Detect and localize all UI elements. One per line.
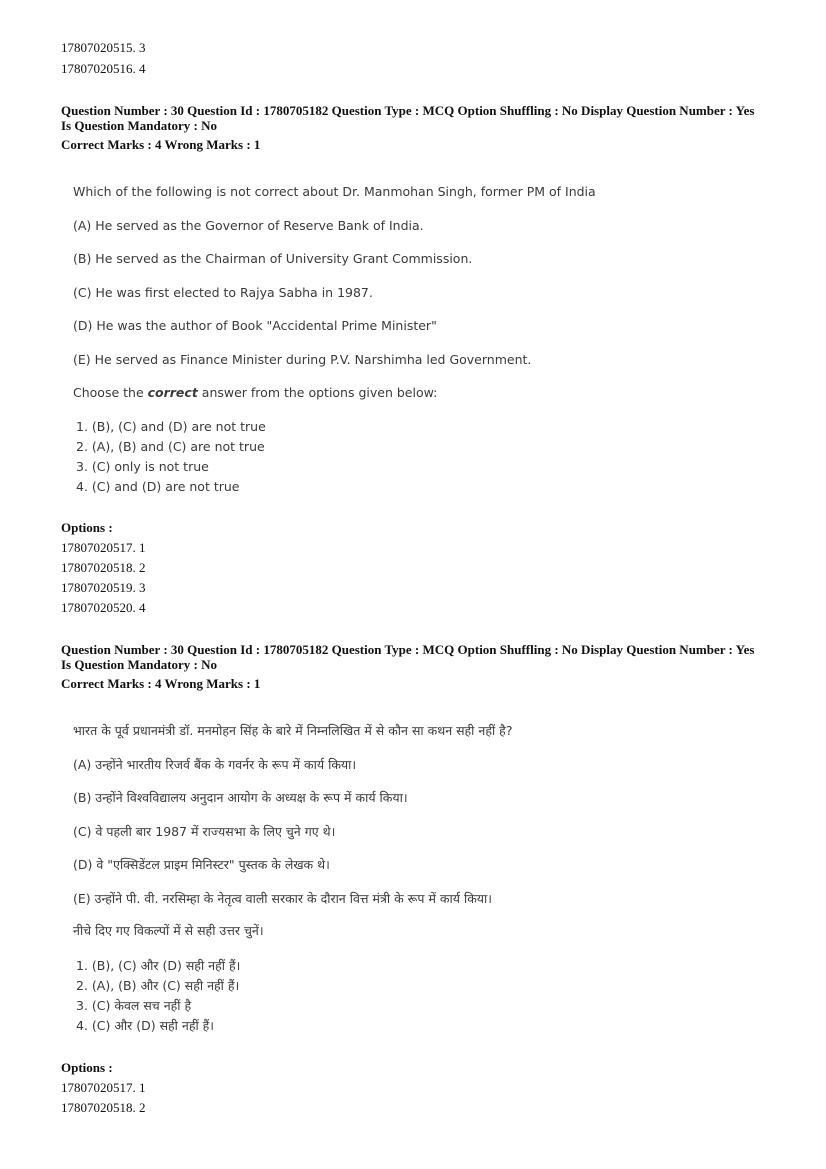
option-line: 17807020516. 4	[61, 61, 146, 76]
answer-choice: 1. (B), (C) and (D) are not true	[76, 419, 266, 434]
option-line: 17807020517. 1	[61, 540, 146, 555]
statement: (C) वे पहली बार 1987 में राज्यसभा के लिए चुने गए थे।	[73, 824, 336, 839]
statement: (E) He served as Finance Minister during P.V. Narshimha led Government.	[73, 352, 532, 367]
options-label: Options :	[61, 1060, 113, 1075]
answer-choice: 4. (C) and (D) are not true	[76, 479, 240, 494]
question-mandatory: Is Question Mandatory : No	[61, 118, 218, 133]
question-meta: Question Number : 30 Question Id : 1780705182 Question Type : MCQ Option Shuffling : No Display Question Number : Yes	[61, 103, 755, 118]
instruction: Choose the correct answer from the options given below:	[73, 385, 438, 400]
statement: (D) वे "एक्सिडेंटल प्राइम मिनिस्टर" पुस्तक के लेखक थे।	[73, 857, 330, 872]
statement: (A) He served as the Governor of Reserve Bank of India.	[73, 218, 424, 233]
question-image-english	[61, 178, 601, 498]
statement: (C) He was first elected to Rajya Sabha in 1987.	[73, 285, 373, 300]
question-text: Which of the following is not correct about Dr. Manmohan Singh, former PM of India	[73, 184, 596, 199]
statement: (B) उन्होंने विश्वविद्यालय अनुदान आयोग के अध्यक्ष के रूप में कार्य किया।	[73, 790, 408, 805]
question-text: भारत के पूर्व प्रधानमंत्री डॉ. मनमोहन सिंह के बारे में निम्नलिखित में से कौन सा कथन सही नहीं है?	[73, 723, 513, 738]
option-line: 17807020517. 1	[61, 1080, 146, 1095]
answer-choice: 2. (A), (B) और (C) सही नहीं हैं।	[76, 978, 240, 993]
question-marks: Correct Marks : 4 Wrong Marks : 1	[61, 676, 261, 691]
option-line: 17807020519. 3	[61, 580, 146, 595]
option-line: 17807020518. 2	[61, 560, 146, 575]
question-image-hindi	[61, 716, 601, 1036]
question-marks: Correct Marks : 4 Wrong Marks : 1	[61, 137, 261, 152]
option-line: 17807020520. 4	[61, 600, 146, 615]
question-mandatory: Is Question Mandatory : No	[61, 657, 218, 672]
statement: (D) He was the author of Book "Accidental Prime Minister"	[73, 318, 437, 333]
statement: (E) उन्होंने पी. वी. नरसिम्हा के नेतृत्व वाली सरकार के दौरान वित्त मंत्री के रूप में कार्य किया।	[73, 891, 493, 906]
instruction: नीचे दिए गए विकल्पों में से सही उत्तर चुनें।	[73, 923, 264, 938]
answer-choice: 3. (C) only is not true	[76, 459, 209, 474]
answer-choice: 1. (B), (C) और (D) सही नहीं हैं।	[76, 958, 241, 973]
answer-choice: 2. (A), (B) and (C) are not true	[76, 439, 265, 454]
option-line: 17807020518. 2	[61, 1100, 146, 1115]
statement: (B) He served as the Chairman of University Grant Commission.	[73, 251, 473, 266]
question-meta: Question Number : 30 Question Id : 1780705182 Question Type : MCQ Option Shuffling : No Display Question Number : Yes	[61, 642, 755, 657]
statement: (A) उन्होंने भारतीय रिजर्व बैंक के गवर्नर के रूप में कार्य किया।	[73, 757, 357, 772]
option-line: 17807020515. 3	[61, 40, 146, 55]
emphasis-correct: correct	[147, 385, 198, 400]
answer-choice: 3. (C) केवल सच नहीं है	[76, 998, 192, 1013]
options-label: Options :	[61, 520, 113, 535]
answer-choice: 4. (C) और (D) सही नहीं हैं।	[76, 1018, 215, 1033]
